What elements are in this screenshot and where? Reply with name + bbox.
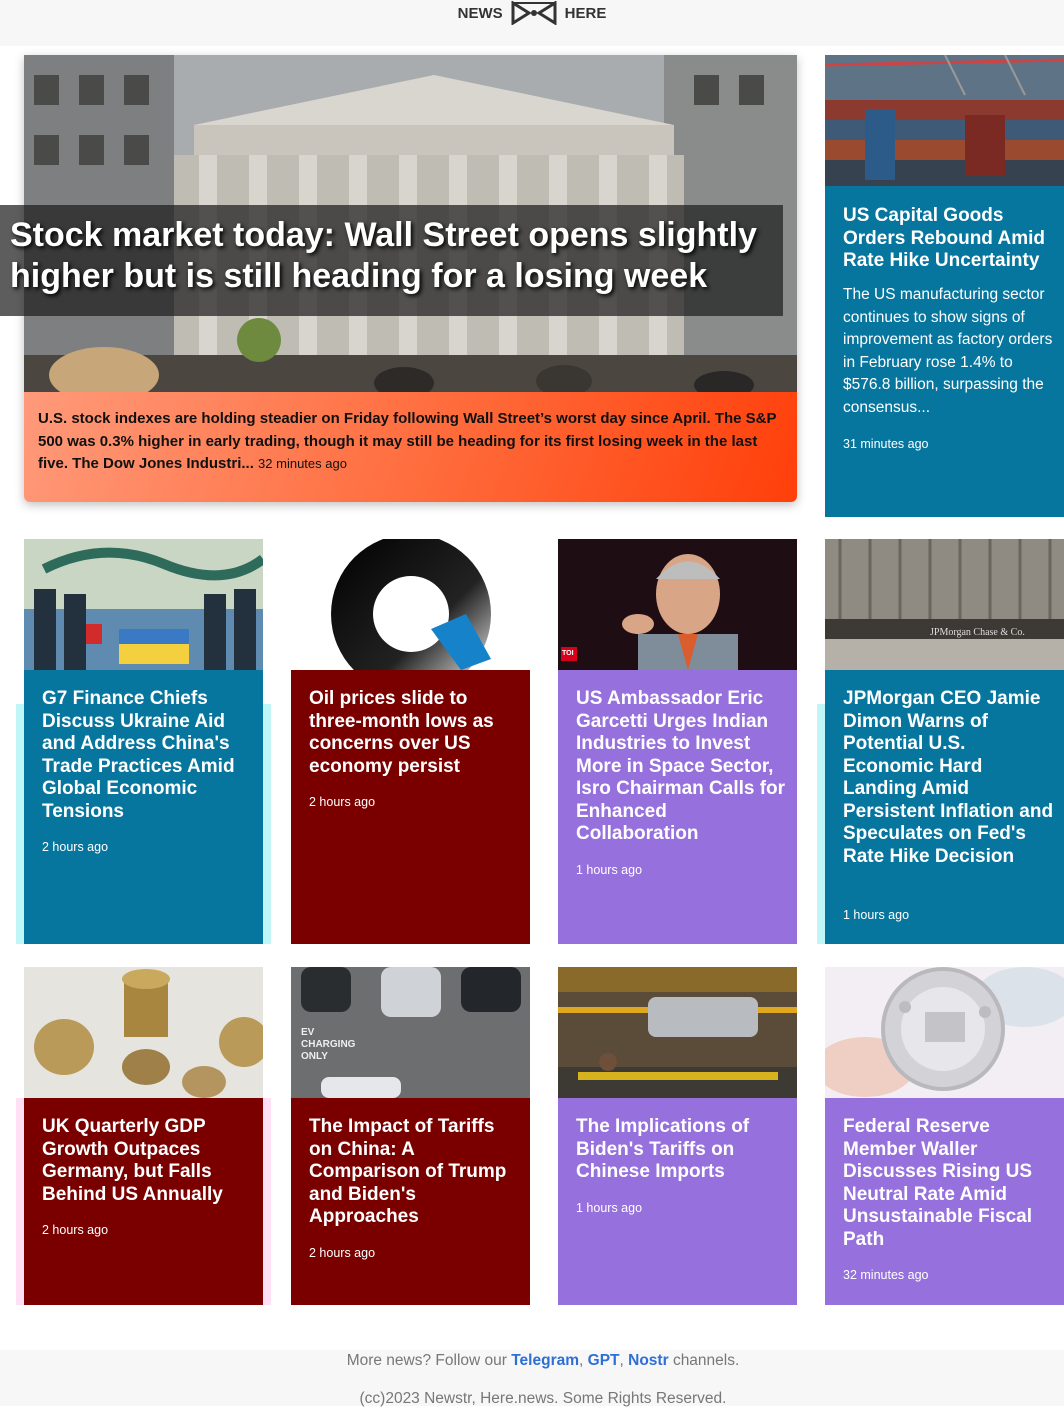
- news-card-image[interactable]: [24, 539, 263, 670]
- news-card-title[interactable]: US Ambassador Eric Garcetti Urges Indian Industries to Invest More in Space Sector, Isro Chairman Calls for Enhanced Collaboration: [576, 688, 786, 844]
- gpt-link[interactable]: GPT: [587, 1352, 620, 1369]
- news-card-title[interactable]: UK Quarterly GDP Growth Outpaces Germany, but Falls Behind US Annually: [42, 1116, 223, 1205]
- side-article-title[interactable]: US Capital Goods Orders Rebound Amid Rate Hike Uncertainty: [843, 205, 1045, 271]
- news-card-image[interactable]: [291, 539, 530, 670]
- news-card-time: 32 minutes ago: [843, 1268, 929, 1282]
- news-card-image[interactable]: [558, 967, 797, 1098]
- news-card-jpmorgan[interactable]: [825, 539, 1064, 944]
- news-card-body: [558, 1098, 797, 1305]
- news-card-body: [24, 1098, 263, 1305]
- news-card-title[interactable]: JPMorgan CEO Jamie Dimon Warns of Potential U.S. Economic Hard Landing Amid Persistent Inflation and Speculates on Fed's Rate Hike Decision: [843, 688, 1054, 867]
- news-card-image[interactable]: [825, 539, 1064, 670]
- news-card-time: 2 hours ago: [309, 1246, 376, 1260]
- news-card-uk-gdp[interactable]: [24, 967, 263, 1305]
- ev-charging-label: EV CHARGING ONLY: [301, 1027, 356, 1062]
- toi-badge: TOI: [562, 650, 574, 657]
- news-card-biden-tariffs[interactable]: [558, 967, 797, 1305]
- side-article-time: 31 minutes ago: [843, 437, 929, 451]
- news-card-time: 2 hours ago: [42, 840, 109, 854]
- side-article[interactable]: [825, 55, 1064, 517]
- news-card-oil[interactable]: [291, 539, 530, 944]
- side-article-image[interactable]: [825, 55, 1064, 186]
- footer-suffix: channels.: [672, 1352, 740, 1369]
- news-card-body: [24, 670, 263, 944]
- footer-follow-line: More news? Follow our Telegram, GPT, Nostr channels.: [346, 1352, 740, 1369]
- news-card-time: 2 hours ago: [309, 795, 376, 809]
- side-article-description: The US manufacturing sector continues to show signs of improvement as factory orders in February rose 1.4% to $576.8 billion, surpassing the consensus...: [843, 286, 1053, 416]
- news-card-image[interactable]: [558, 539, 797, 670]
- news-card-title[interactable]: Oil prices slide to three-month lows as concerns over US economy persist: [309, 688, 494, 777]
- jpmorgan-sign: JPMorgan Chase & Co.: [930, 627, 1025, 638]
- hero-title[interactable]: Stock market today: Wall Street opens slightly higher but is still heading for a losing week: [10, 216, 757, 295]
- news-card-time: 2 hours ago: [42, 1223, 109, 1237]
- nostr-link[interactable]: Nostr: [628, 1352, 669, 1369]
- news-card-body: [825, 670, 1064, 944]
- news-card-time: 1 hours ago: [576, 863, 643, 877]
- news-card-image[interactable]: [291, 967, 530, 1098]
- news-card-image[interactable]: [24, 967, 263, 1098]
- brand-logo[interactable]: [0, 0, 1064, 26]
- news-card-title[interactable]: Federal Reserve Member Waller Discusses Rising US Neutral Rate Amid Unsustainable Fiscal Path: [843, 1116, 1033, 1250]
- news-card-g7[interactable]: [24, 539, 263, 944]
- news-card-time: 1 hours ago: [843, 908, 910, 922]
- brand-here: HERE: [564, 4, 607, 22]
- news-card-title[interactable]: G7 Finance Chiefs Discuss Ukraine Aid and Address China's Trade Practices Amid Global Economic Tensions: [42, 688, 235, 822]
- hero-time: 32 minutes ago: [258, 456, 347, 471]
- hero-article[interactable]: [10, 55, 797, 502]
- news-card-time: 1 hours ago: [576, 1201, 643, 1215]
- news-card-title[interactable]: The Implications of Biden's Tariffs on Chinese Imports: [576, 1116, 750, 1182]
- brand-news: NEWS: [457, 4, 503, 22]
- footer-prefix: More news? Follow our: [346, 1352, 507, 1369]
- news-card-tariffs-comparison[interactable]: [291, 967, 530, 1305]
- news-card-image[interactable]: [825, 967, 1064, 1098]
- news-card-body: [825, 1098, 1064, 1305]
- news-card-garcetti[interactable]: [558, 539, 797, 944]
- top-bar: [0, 0, 1064, 46]
- bowtie-logo-icon: [511, 1, 557, 25]
- footer-copyright: (cc)2023 Newstr, Here.news. Some Rights Reserved.: [359, 1390, 727, 1407]
- news-card-title[interactable]: The Impact of Tariffs on China: A Comparison of Trump and Biden's Approaches: [309, 1116, 507, 1227]
- hero-summary[interactable]: [24, 392, 797, 502]
- telegram-link[interactable]: Telegram: [511, 1352, 580, 1369]
- news-card-waller[interactable]: [825, 967, 1064, 1305]
- hero-summary-text: U.S. stock indexes are holding steadier on Friday following Wall Street’s worst day since April. The S&P 500 was 0.3% higher in early trading, though it may still be heading for its first losing week in the last five. The Dow Jones Industri...: [38, 410, 777, 472]
- news-card-body: [291, 1098, 530, 1305]
- footer: [0, 1350, 1064, 1406]
- news-card-body: [558, 670, 797, 944]
- news-card-body: [291, 670, 530, 944]
